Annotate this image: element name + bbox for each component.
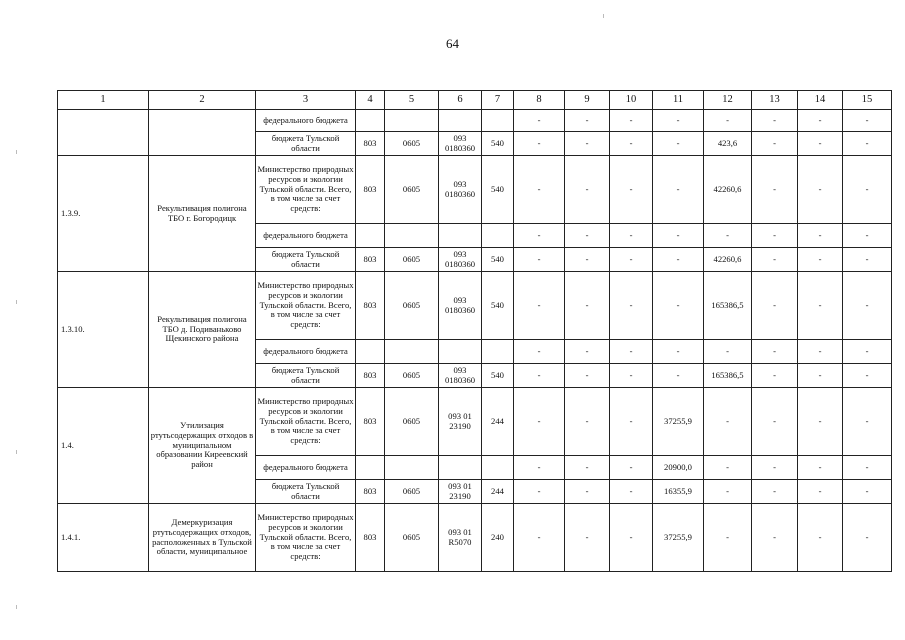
amount-cell: 165386,5 (704, 272, 752, 340)
amount-cell: - (798, 504, 843, 572)
amount-cell: - (514, 388, 565, 456)
funding-source: Министерство природных ресурсов и экологии Тульской области. Всего, в том числе за счет средств: (256, 272, 356, 340)
funding-source: бюджета Тульской области (256, 480, 356, 504)
amount-cell: - (653, 224, 704, 248)
amount-cell: - (843, 248, 892, 272)
code-cell: 803 (356, 132, 385, 156)
code-cell: 0605 (385, 272, 439, 340)
amount-cell: - (514, 156, 565, 224)
scan-mark (16, 300, 17, 304)
amount-cell: - (653, 340, 704, 364)
header-row (58, 91, 892, 110)
code-cell (385, 224, 439, 248)
code-cell: 0605 (385, 388, 439, 456)
amount-cell: - (653, 132, 704, 156)
header-cell: 4 (356, 91, 385, 110)
amount-cell: - (565, 248, 610, 272)
code-cell: 093 0180360 (439, 272, 482, 340)
code-cell (356, 110, 385, 132)
code-cell: 244 (482, 388, 514, 456)
amount-cell: - (843, 132, 892, 156)
code-cell: 540 (482, 248, 514, 272)
code-cell: 803 (356, 156, 385, 224)
header-cell: 7 (482, 91, 514, 110)
amount-cell: 37255,9 (653, 388, 704, 456)
amount-cell: - (610, 456, 653, 480)
amount-cell: - (704, 388, 752, 456)
amount-cell: - (798, 224, 843, 248)
amount-cell: - (752, 504, 798, 572)
code-cell (385, 110, 439, 132)
code-cell: 093 0180360 (439, 156, 482, 224)
amount-cell: - (843, 340, 892, 364)
table-row (58, 388, 892, 456)
funding-source: Министерство природных ресурсов и экологии Тульской области. Всего, в том числе за счет средств: (256, 388, 356, 456)
budget-table (57, 90, 892, 572)
funding-source: бюджета Тульской области (256, 364, 356, 388)
code-cell (482, 456, 514, 480)
amount-cell: 423,6 (704, 132, 752, 156)
amount-cell: - (752, 272, 798, 340)
funding-source: Министерство природных ресурсов и экологии Тульской области. Всего, в том числе за счет средств: (256, 156, 356, 224)
amount-cell: - (752, 132, 798, 156)
amount-cell: - (565, 456, 610, 480)
funding-source: бюджета Тульской области (256, 132, 356, 156)
header-cell: 11 (653, 91, 704, 110)
item-number (58, 110, 149, 156)
table-row (58, 272, 892, 340)
amount-cell: - (843, 272, 892, 340)
item-name: Утилизация ртутьсодержащих отходов в муниципальном образовании Киреевский район (149, 388, 256, 504)
amount-cell: - (752, 340, 798, 364)
amount-cell: 165386,5 (704, 364, 752, 388)
code-cell: 803 (356, 364, 385, 388)
scan-mark (16, 450, 17, 454)
amount-cell: - (610, 480, 653, 504)
code-cell: 0605 (385, 504, 439, 572)
code-cell (385, 456, 439, 480)
page-number: 64 (446, 36, 459, 51)
code-cell: 540 (482, 272, 514, 340)
header-cell: 3 (256, 91, 356, 110)
amount-cell: - (752, 156, 798, 224)
funding-source: федерального бюджета (256, 340, 356, 364)
amount-cell: - (653, 364, 704, 388)
funding-source: Министерство природных ресурсов и экологии Тульской области. Всего, в том числе за счет средств: (256, 504, 356, 572)
amount-cell: - (798, 480, 843, 504)
item-number: 1.3.10. (58, 272, 149, 388)
amount-cell: - (843, 364, 892, 388)
amount-cell: - (843, 156, 892, 224)
amount-cell: - (565, 132, 610, 156)
amount-cell: 42260,6 (704, 156, 752, 224)
item-name (149, 110, 256, 156)
code-cell: 803 (356, 248, 385, 272)
amount-cell: - (752, 364, 798, 388)
header-cell: 10 (610, 91, 653, 110)
amount-cell: - (798, 248, 843, 272)
header-cell: 14 (798, 91, 843, 110)
funding-source: федерального бюджета (256, 456, 356, 480)
amount-cell: - (843, 388, 892, 456)
code-cell: 093 0180360 (439, 364, 482, 388)
amount-cell: - (610, 364, 653, 388)
code-cell: 540 (482, 364, 514, 388)
amount-cell: - (514, 340, 565, 364)
amount-cell: - (704, 340, 752, 364)
amount-cell: - (752, 224, 798, 248)
amount-cell: - (514, 364, 565, 388)
amount-cell: - (752, 480, 798, 504)
amount-cell: - (610, 504, 653, 572)
amount-cell: - (798, 388, 843, 456)
amount-cell: - (514, 480, 565, 504)
amount-cell: - (653, 110, 704, 132)
code-cell: 093 0180360 (439, 132, 482, 156)
amount-cell: - (843, 110, 892, 132)
header-cell: 9 (565, 91, 610, 110)
amount-cell: - (610, 110, 653, 132)
amount-cell: - (704, 224, 752, 248)
amount-cell: - (798, 456, 843, 480)
amount-cell: - (565, 340, 610, 364)
code-cell (385, 340, 439, 364)
funding-source: федерального бюджета (256, 224, 356, 248)
code-cell: 0605 (385, 480, 439, 504)
header-cell: 13 (752, 91, 798, 110)
amount-cell: - (752, 456, 798, 480)
amount-cell: - (565, 110, 610, 132)
code-cell (439, 224, 482, 248)
amount-cell: - (514, 224, 565, 248)
amount-cell: - (798, 132, 843, 156)
code-cell: 244 (482, 480, 514, 504)
amount-cell: - (798, 364, 843, 388)
amount-cell: - (798, 156, 843, 224)
amount-cell: - (514, 504, 565, 572)
code-cell (482, 110, 514, 132)
amount-cell: - (610, 340, 653, 364)
item-name: Рекультивация полигона ТБО д. Подиваньково Щекинского района (149, 272, 256, 388)
amount-cell: - (752, 248, 798, 272)
amount-cell: 37255,9 (653, 504, 704, 572)
amount-cell: 16355,9 (653, 480, 704, 504)
amount-cell: - (565, 504, 610, 572)
amount-cell: - (565, 224, 610, 248)
amount-cell: - (704, 504, 752, 572)
code-cell: 803 (356, 272, 385, 340)
code-cell: 540 (482, 156, 514, 224)
code-cell (356, 456, 385, 480)
amount-cell: - (610, 132, 653, 156)
amount-cell: - (565, 272, 610, 340)
funding-source: бюджета Тульской области (256, 248, 356, 272)
amount-cell: - (798, 272, 843, 340)
code-cell (439, 110, 482, 132)
header-cell: 1 (58, 91, 149, 110)
header-cell: 6 (439, 91, 482, 110)
amount-cell: - (843, 480, 892, 504)
code-cell: 093 01 R5070 (439, 504, 482, 572)
amount-cell: - (514, 248, 565, 272)
code-cell (482, 340, 514, 364)
amount-cell: - (752, 110, 798, 132)
amount-cell: - (514, 456, 565, 480)
scan-mark (603, 14, 604, 18)
code-cell (482, 224, 514, 248)
item-number: 1.4. (58, 388, 149, 504)
table-row (58, 156, 892, 224)
code-cell: 240 (482, 504, 514, 572)
code-cell: 093 01 23190 (439, 480, 482, 504)
amount-cell: - (653, 156, 704, 224)
table-row (58, 504, 892, 572)
code-cell: 0605 (385, 364, 439, 388)
amount-cell: - (565, 156, 610, 224)
amount-cell: - (565, 480, 610, 504)
header-cell: 15 (843, 91, 892, 110)
amount-cell: - (653, 272, 704, 340)
amount-cell: - (514, 132, 565, 156)
code-cell: 093 01 23190 (439, 388, 482, 456)
amount-cell: - (514, 272, 565, 340)
amount-cell: 20900,0 (653, 456, 704, 480)
amount-cell: - (843, 456, 892, 480)
code-cell: 0605 (385, 248, 439, 272)
code-cell: 0605 (385, 132, 439, 156)
amount-cell: - (653, 248, 704, 272)
code-cell: 540 (482, 132, 514, 156)
code-cell: 0605 (385, 156, 439, 224)
amount-cell: - (514, 110, 565, 132)
code-cell: 093 0180360 (439, 248, 482, 272)
amount-cell: 42260,6 (704, 248, 752, 272)
item-name: Демеркуризация ртутьсодержащих отходов, расположенных в Тульской области, муниципальное (149, 504, 256, 572)
header-cell: 2 (149, 91, 256, 110)
item-name: Рекультивация полигона ТБО г. Богородицк (149, 156, 256, 272)
amount-cell: - (610, 272, 653, 340)
amount-cell: - (798, 340, 843, 364)
header-cell: 12 (704, 91, 752, 110)
amount-cell: - (610, 388, 653, 456)
scan-mark (16, 150, 17, 154)
table-row (58, 110, 892, 132)
code-cell (356, 340, 385, 364)
header-cell: 8 (514, 91, 565, 110)
item-number: 1.3.9. (58, 156, 149, 272)
item-number: 1.4.1. (58, 504, 149, 572)
amount-cell: - (610, 224, 653, 248)
amount-cell: - (565, 364, 610, 388)
code-cell (439, 456, 482, 480)
funding-source: федерального бюджета (256, 110, 356, 132)
amount-cell: - (704, 110, 752, 132)
amount-cell: - (752, 388, 798, 456)
amount-cell: - (704, 456, 752, 480)
amount-cell: - (610, 156, 653, 224)
amount-cell: - (843, 504, 892, 572)
code-cell: 803 (356, 480, 385, 504)
amount-cell: - (565, 388, 610, 456)
code-cell (439, 340, 482, 364)
scan-mark (16, 605, 17, 609)
code-cell (356, 224, 385, 248)
amount-cell: - (704, 480, 752, 504)
amount-cell: - (843, 224, 892, 248)
header-cell: 5 (385, 91, 439, 110)
amount-cell: - (798, 110, 843, 132)
code-cell: 803 (356, 388, 385, 456)
code-cell: 803 (356, 504, 385, 572)
amount-cell: - (610, 248, 653, 272)
